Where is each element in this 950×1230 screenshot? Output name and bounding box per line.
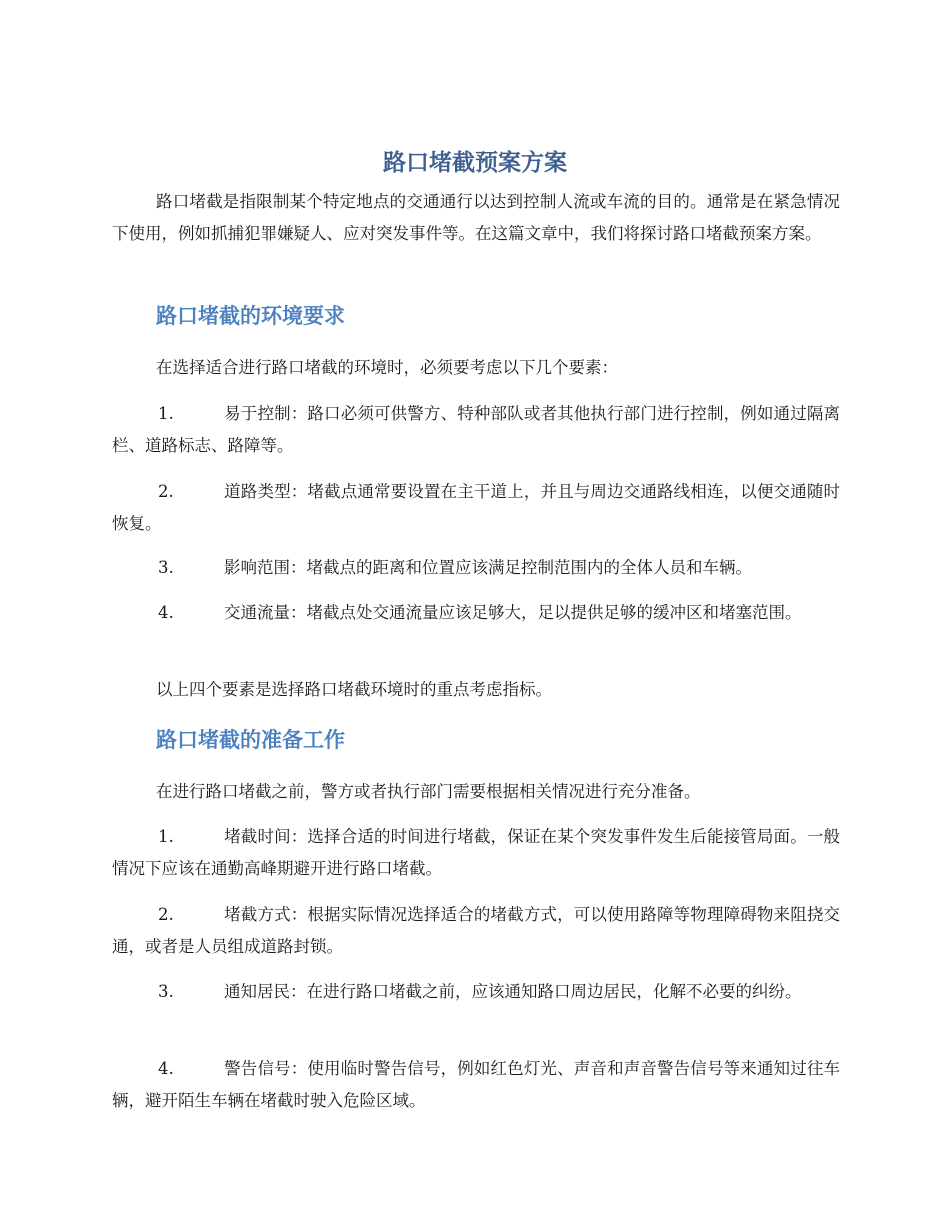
list-item-text: 易于控制：路口必须可供警方、特种部队或者其他执行部门进行控制，例如通过隔离栏、道路标志、路障等。 bbox=[112, 404, 840, 455]
section-closing-environment: 以上四个要素是选择路口堵截环境时的重点考虑指标。 bbox=[156, 680, 552, 699]
list-item-text: 堵截方式：根据实际情况选择适合的堵截方式，可以使用路障等物理障碍物来阻挠交通，或者是人员组成道路封锁。 bbox=[112, 905, 840, 956]
list-item-number: 4. bbox=[158, 1059, 174, 1078]
list-item bbox=[112, 976, 840, 1008]
list-item-number: 3. bbox=[158, 982, 174, 1001]
intro-paragraph: 路口堵截是指限制某个特定地点的交通通行以达到控制人流或车流的目的。通常是在紧急情况下使用，例如抓捕犯罪嫌疑人、应对突发事件等。在这篇文章中，我们将探讨路口堵截预案方案。 bbox=[112, 192, 840, 243]
list-item-number: 4. bbox=[158, 603, 174, 622]
list-item-number: 1. bbox=[158, 404, 174, 423]
list-item-text: 堵截时间：选择合适的时间进行堵截，保证在某个突发事件发生后能接管局面。一般情况下应该在通勤高峰期避开进行路口堵截。 bbox=[112, 827, 840, 878]
list-item-text: 警告信号：使用临时警告信号，例如红色灯光、声音和声音警告信号等来通知过往车辆，避开陌生车辆在堵截时驶入危险区域。 bbox=[112, 1059, 840, 1110]
document-title: 路口堵截预案方案 bbox=[383, 150, 567, 176]
list-item bbox=[112, 1053, 840, 1117]
list-item bbox=[112, 476, 840, 540]
section-heading-environment: 路口堵截的环境要求 bbox=[156, 304, 345, 328]
list-item bbox=[112, 552, 840, 584]
list-item-number: 3. bbox=[158, 558, 174, 577]
section-lead-preparation: 在进行路口堵截之前，警方或者执行部门需要根据相关情况进行充分准备。 bbox=[156, 782, 701, 801]
list-item-number: 1. bbox=[158, 827, 174, 846]
list-item-text: 影响范围：堵截点的距离和位置应该满足控制范围内的全体人员和车辆。 bbox=[224, 558, 752, 577]
list-item-text: 通知居民：在进行路口堵截之前，应该通知路口周边居民，化解不必要的纠纷。 bbox=[224, 982, 802, 1001]
list-item-text: 道路类型：堵截点通常要设置在主干道上，并且与周边交通路线相连，以便交通随时恢复。 bbox=[112, 482, 840, 533]
list-item bbox=[112, 899, 840, 963]
list-item-text: 交通流量：堵截点处交通流量应该足够大，足以提供足够的缓冲区和堵塞范围。 bbox=[224, 603, 802, 622]
list-item bbox=[112, 398, 840, 462]
section-heading-preparation: 路口堵截的准备工作 bbox=[156, 728, 345, 752]
list-item bbox=[112, 821, 840, 885]
list-item bbox=[112, 597, 840, 629]
list-item-number: 2. bbox=[158, 905, 174, 924]
section-lead-environment: 在选择适合进行路口堵截的环境时，必须要考虑以下几个要素： bbox=[156, 358, 618, 377]
list-item-number: 2. bbox=[158, 482, 174, 501]
